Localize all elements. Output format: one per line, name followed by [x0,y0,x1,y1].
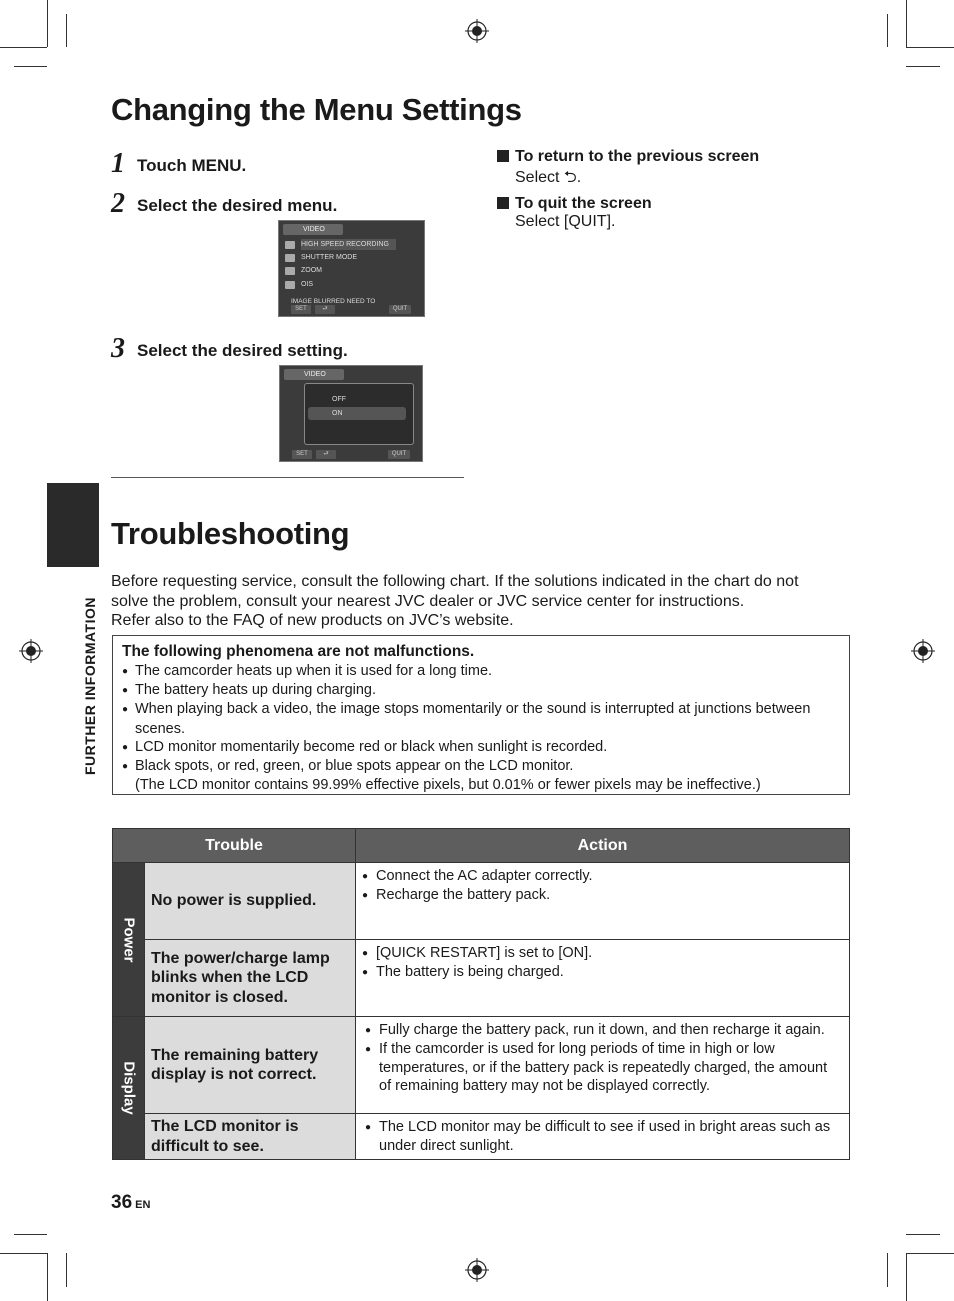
crop-mark [906,1234,940,1235]
screen-header: VIDEO [283,224,343,235]
note-text: Select ⮌. [515,169,582,186]
phenomena-box [112,635,850,795]
header-action: Action [356,829,850,863]
trouble-cell: The power/charge lamp blinks when the LCD monitor is closed. [145,940,356,1017]
square-bullet-icon [497,197,509,209]
table-row [113,1114,850,1160]
set-button: SET [292,450,312,459]
category-display [113,1017,145,1160]
table-row [113,940,850,1017]
list-item: ● LCD monitor momentarily become red or black when sunlight is recorded. [122,738,837,757]
menu-row-icon [285,241,295,249]
note-quit [497,195,652,231]
note-return [497,148,759,193]
square-bullet-icon [497,150,509,162]
crop-mark [66,14,67,47]
step-text: Select the desired menu. [137,196,338,215]
language-code: EN [135,1199,151,1211]
screen-header: VIDEO [284,369,344,380]
trouble-cell: The remaining battery display is not correct. [145,1017,356,1114]
table-row [113,863,850,940]
registration-mark-icon [465,19,489,43]
crop-mark [0,47,47,48]
menu-row-icon [285,254,295,262]
intro-paragraph [111,572,851,631]
phenomena-list [122,662,837,794]
crop-mark [906,0,907,47]
step-text: Touch MENU. [137,156,247,175]
crop-mark [887,1253,888,1287]
quit-button: QUIT [389,305,411,314]
menu-row: HIGH SPEED RECORDING [301,239,396,250]
crop-mark [906,47,954,48]
intro-line: solve the problem, consult your nearest JVC dealer or JVC service center for instructions. [111,592,745,610]
intro-line: Refer also to the FAQ of new products on JVC’s website. [111,612,514,629]
setting-screenshot [279,365,423,462]
registration-mark-icon [19,639,43,663]
intro-line: Before requesting service, consult the following chart. If the solutions indicated in the chart do not [111,573,799,590]
crop-mark [14,1234,47,1235]
option-off: OFF [332,396,346,403]
option-highlight [308,407,406,420]
list-item: ● When playing back a video, the image stops momentarily or the sound is interrupted at junctions between scenes. [122,700,837,737]
crop-mark [887,14,888,47]
list-item: ● The battery heats up during charging. [122,681,837,700]
crop-mark [906,1253,907,1301]
menu-row: ZOOM [301,267,322,274]
back-button: ⮐ [316,450,336,459]
action-cell [356,863,850,940]
crop-mark [0,1253,47,1254]
action-item: ● [QUICK RESTART] is set to [ON]. [362,944,843,963]
crop-mark [14,66,47,67]
action-item: ● If the camcorder is used for long periods of time in high or low temperatures, or if the battery pack is repeatedly charged, the amount of remaining battery may not be displayed correctly. [365,1040,843,1095]
trouble-table [112,828,850,1160]
action-item: ● Recharge the battery pack. [362,886,843,905]
action-item: ● The LCD monitor may be difficult to see if used in bright areas such as under direct sunlight. [365,1118,843,1155]
back-button: ⮐ [315,305,335,314]
quit-button: QUIT [388,450,410,459]
sidebar-label: FURTHER INFORMATION [82,597,98,775]
category-label: Display [120,1061,137,1115]
action-item: ● Fully charge the battery pack, run it down, and then recharge it again. [365,1021,843,1040]
registration-mark-icon [465,1258,489,1282]
phenomena-heading: The following phenomena are not malfunctions. [122,643,475,660]
step-text: Select the desired setting. [137,341,348,360]
crop-mark [47,0,48,47]
list-note: (The LCD monitor contains 99.99% effective pixels, but 0.01% or fewer pixels may be ineffective.) [135,777,761,794]
sidebar-tab [47,483,99,567]
action-cell [356,940,850,1017]
menu-screenshot [278,220,425,317]
note-text: Select [QUIT]. [515,213,616,230]
action-item: ● The battery is being charged. [362,963,843,982]
set-button: SET [291,305,311,314]
action-item: ● Connect the AC adapter correctly. [362,867,843,886]
category-label: Power [120,916,137,963]
action-cell [356,1017,850,1114]
note-heading: To quit the screen [515,195,652,212]
page-number-value: 36 [111,1192,133,1213]
category-power [113,863,145,1017]
step-number: 2 [111,188,125,219]
section-divider [111,477,464,478]
crop-mark [906,66,940,67]
menu-row: OIS [301,281,314,288]
section-title: Troubleshooting [111,516,350,551]
header-trouble: Trouble [113,829,356,863]
screen-message: IMAGE BLURRED NEED TO [291,298,376,305]
list-item: ● Black spots, or red, green, or blue spots appear on the LCD monitor. [122,757,837,776]
table-header-row [113,829,850,863]
menu-row-icon [285,281,295,289]
action-cell [356,1114,850,1160]
trouble-cell: No power is supplied. [145,863,356,940]
crop-mark [66,1253,67,1287]
step-number: 1 [111,148,125,179]
crop-mark [47,1253,48,1301]
note-heading: To return to the previous screen [515,148,760,165]
menu-row: SHUTTER MODE [301,254,357,261]
page-title: Changing the Menu Settings [111,92,522,127]
trouble-cell: The LCD monitor is difficult to see. [145,1114,356,1160]
list-item: ● The camcorder heats up when it is used for a long time. [122,662,837,681]
option-on: ON [332,410,343,417]
registration-mark-icon [911,639,935,663]
crop-mark [906,1253,954,1254]
table-row [113,1017,850,1114]
step-number: 3 [111,333,125,364]
page-number [111,1192,150,1214]
menu-row-icon [285,267,295,275]
